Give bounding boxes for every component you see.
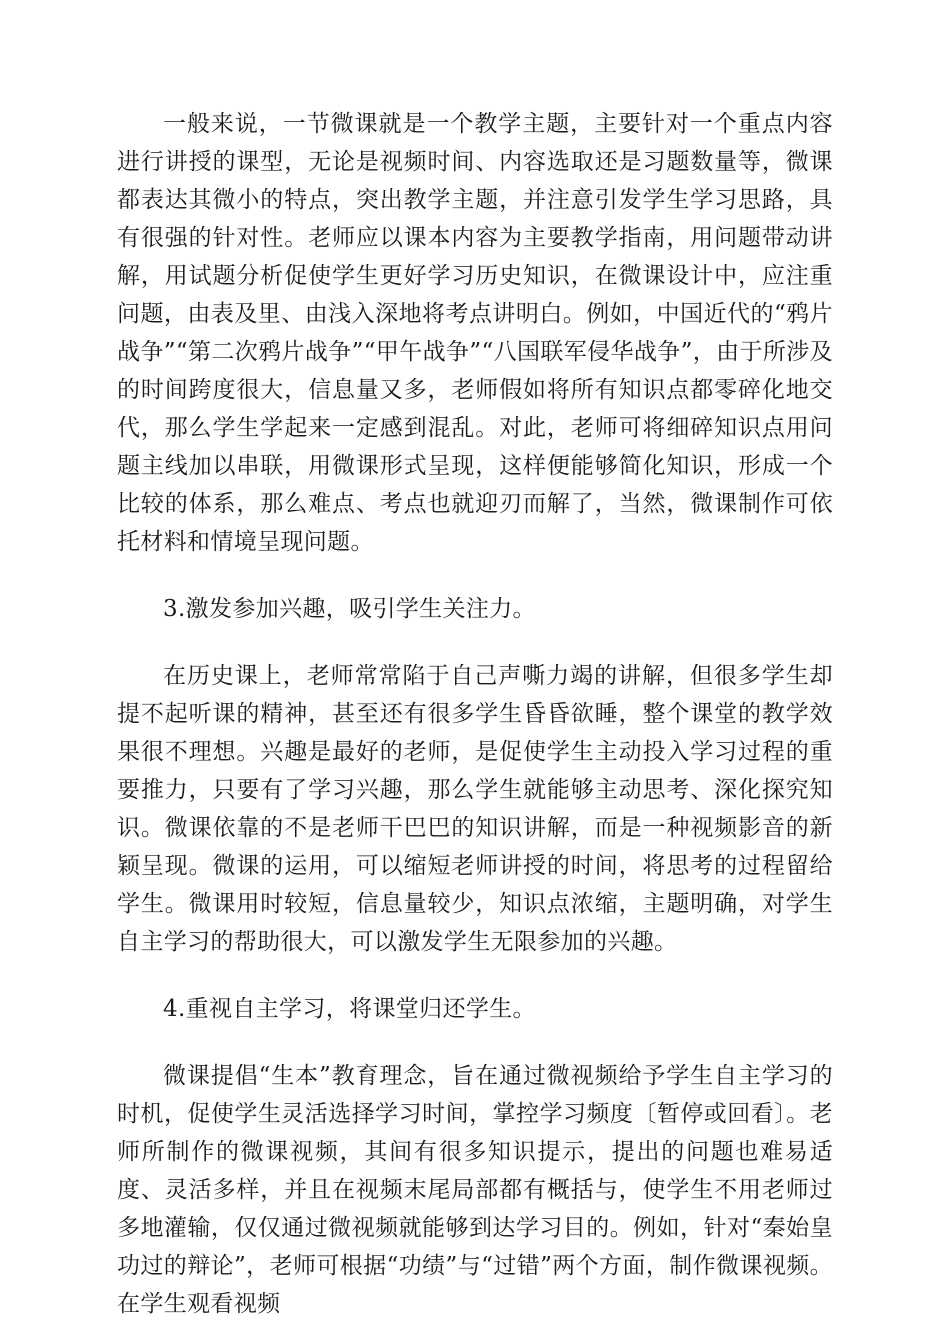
paragraph-interest: 在历史课上，老师常常陷于自己声嘶力竭的讲解，但很多学生却提不起听课的精神，甚至还有很多学生昏昏欲睡，整个课堂的教学效果很不理想。兴趣是最好的老师，是促使学生主动投入学习过程的重要推力，只要有了学习兴趣，那么学生就能够主动思考、深化探究知识。微课依靠的不是老师干巴巴的知识讲解，而是一种视频影音的新颖呈现。微课的运用，可以缩短老师讲授的时间，将思考的过程留给学生。微课用时较短，信息量较少，知识点浓缩，主题明确，对学生自主学习的帮助很大，可以激发学生无限参加的兴趣。: [117, 663, 833, 955]
paragraph-self-study: 微课提倡“生本”教育理念，旨在通过微视频给予学生自主学习的时机，促使学生灵活选择学习时间，掌控学习频度〔暂停或回看〕。老师所制作的微课视频，其间有很多知识提示，提出的问题也难易适度、灵活多样，并且在视频末尾局部都有概括与，使学生不用老师过多地灌输，仅仅通过微视频就能够到达学习目的。例如，针对“秦始皇功过的辩论”，老师可根据“功绩”与“过错”两个方面，制作微课视频。在学生观看视频: [117, 1063, 833, 1317]
section-heading-4: 4.重视自主学习，将课堂归还学生。: [163, 996, 536, 1022]
section-heading-3: 3.激发参加兴趣，吸引学生关注力。: [163, 596, 536, 622]
paragraph-micro-lesson-theme: 一般来说，一节微课就是一个教学主题，主要针对一个重点内容进行讲授的课型，无论是视频时间、内容选取还是习题数量等，微课都表达其微小的特点，突出教学主题，并注意引发学生学习思路，具有很强的针对性。老师应以课本内容为主要教学指南，用问题带动讲解，用试题分析促使学生更好学习历史知识，在微课设计中，应注重问题，由表及里、由浅入深地将考点讲明白。例如，中国近代的“鸦片战争”“第二次鸦片战争”“甲午战争”“八国联军侵华战争”，由于所涉及的时间跨度很大，信息量又多，老师假如将所有知识点都零碎化地交代，那么学生学起来一定感到混乱。对此，老师可将细碎知识点用问题主线加以串联，用微课形式呈现，这样便能够简化知识，形成一个比较的体系，那么难点、考点也就迎刃而解了，当然，微课制作可依托材料和情境呈现问题。: [117, 111, 833, 555]
document-page: [117, 105, 833, 1323]
